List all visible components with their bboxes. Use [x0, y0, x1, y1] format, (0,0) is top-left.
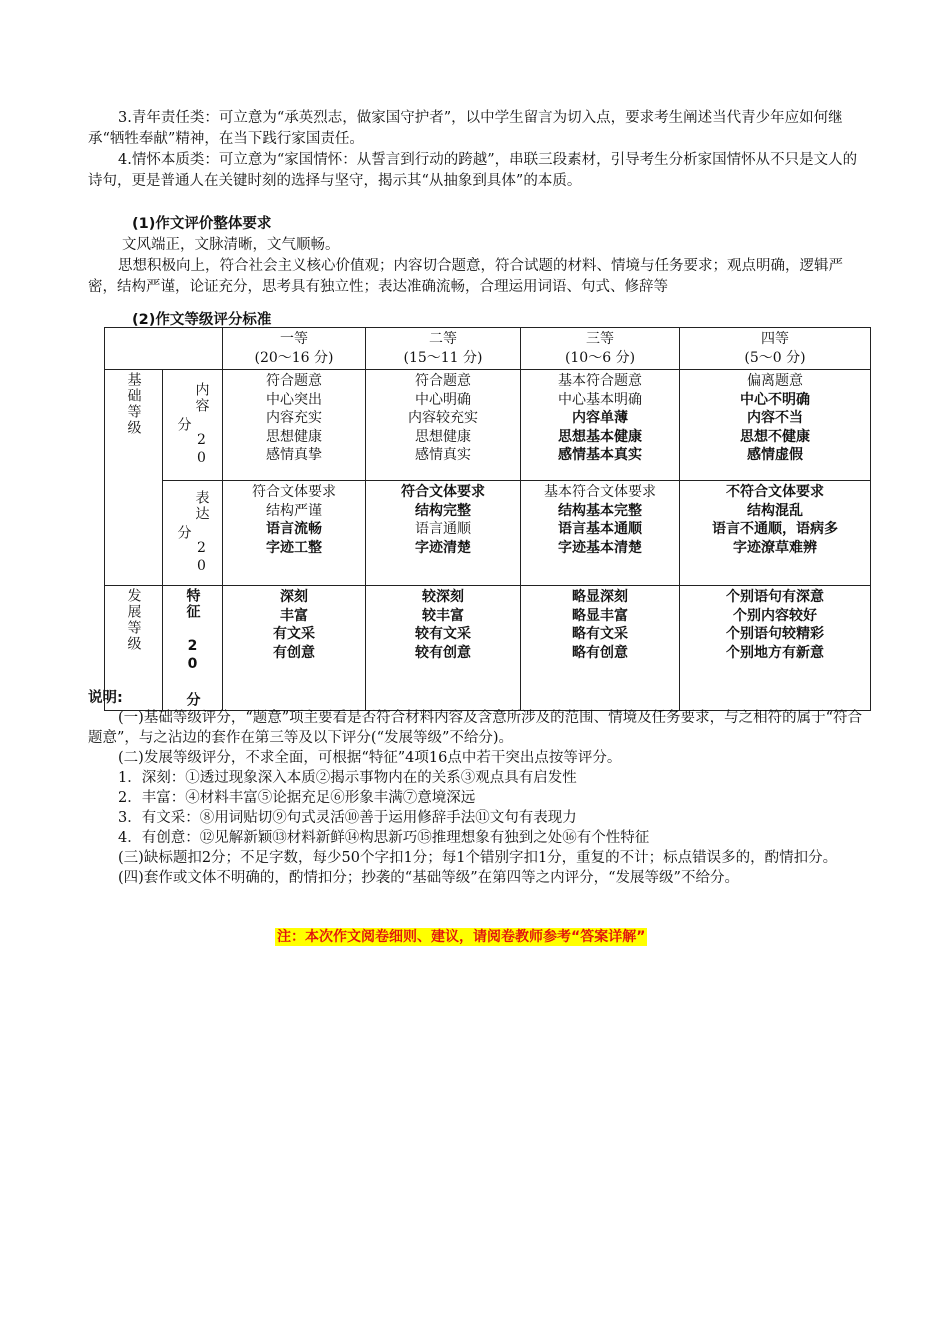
- notes-title: 说明:: [88, 690, 123, 706]
- overall-requirements-heading: (1)作文评价整体要求: [132, 216, 272, 232]
- content-grade-1: 符合题意 中心突出 内容充实 思想健康 感情真挚: [223, 370, 366, 481]
- table-header-row: [105, 328, 871, 370]
- document-body: [88, 108, 868, 331]
- feature-grade-2: 较深刻 较丰富 较有文采 较有创意: [366, 586, 521, 711]
- feature-literary: 3．有文采：⑧用词贴切⑨句式灵活⑩善于运用修辞手法⑪文句有表现力: [118, 810, 577, 826]
- grading-reference-note: 注：本次作文阅卷细则、建议，请阅卷教师参考“答案详解”: [277, 929, 646, 945]
- paragraph-youth-responsibility: 3.青年责任类：可立意为“承英烈志，做家国守护者”，以中学生留言为切入点，要求考生阐述当代青少年应如何继承“牺牲奉献”精神，在当下践行家国责任。: [88, 110, 843, 147]
- feature-depth: 1．深刻：①透过现象深入本质②揭示事物内在的关系③观点具有启发性: [118, 770, 577, 786]
- development-level-label: 发展等级: [105, 586, 163, 711]
- paragraph-feeling-essence: 4.情怀本质类：可立意为“家国情怀：从誓言到行动的跨越”，串联三段素材，引导考生分析家国情怀从不只是文人的诗句，更是普通人在关键时刻的选择与坚守，揭示其“从抽象到具体”的本质。: [88, 152, 858, 189]
- expression-grade-3: 基本符合文体要求 结构基本完整 语言基本通顺 字迹基本清楚: [521, 481, 680, 586]
- grading-standard-heading: (2)作文等级评分标准: [132, 312, 272, 328]
- note-basic-level: (一)基础等级评分，“题意”项主要看是否符合材料内容及含意所涉及的范围、情境及任务要求，与之相符的属于“符合题意”，与之沾边的套作在第三等及以下评分(“发展等级”不给分)。: [88, 710, 863, 746]
- table-row-expression: [105, 481, 871, 586]
- expression-grade-2: 符合文体要求 结构完整 语言通顺 字迹清楚: [366, 481, 521, 586]
- feature-label: 特征 20 分: [163, 586, 223, 711]
- grading-table: [104, 327, 871, 711]
- notes-section: [88, 688, 868, 888]
- overall-line-2: 思想积极向上，符合社会主义核心价值观；内容切合题意，符合试题的材料、情境与任务要求；观点明确，逻辑严密，结构严谨，论证充分，思考具有独立性；表达准确流畅，合理运用词语、句式、修辞等: [88, 258, 843, 295]
- table-row-content: [105, 370, 871, 481]
- feature-grade-1: 深刻 丰富 有文采 有创意: [223, 586, 366, 711]
- content-grade-3: 基本符合题意 中心基本明确 内容单薄 思想基本健康 感情基本真实: [521, 370, 680, 481]
- feature-richness: 2．丰富：④材料丰富⑤论据充足⑥形象丰满⑦意境深远: [118, 790, 476, 806]
- expression-label: 表达 20 分: [163, 481, 223, 586]
- grade-header-2: 二等 (15～11 分): [366, 328, 521, 370]
- grade-header-4: 四等 (5～0 分): [680, 328, 871, 370]
- corner-cell: [105, 328, 223, 370]
- content-label: 内容 20 分: [163, 370, 223, 481]
- feature-grade-4: 个别语句有深意 个别内容较好 个别语句较精彩 个别地方有新意: [680, 586, 871, 711]
- feature-creativity: 4．有创意：⑫见解新颖⑬材料新鲜⑭构思新巧⑮推理想象有独到之处⑯有个性特征: [118, 830, 650, 846]
- overall-line-1: 文风端正，文脉清晰，文气顺畅。: [122, 237, 340, 253]
- basic-level-label: 基础等级: [105, 370, 163, 586]
- note-plagiarism: (四)套作或文体不明确的，酌情扣分；抄袭的“基础等级”在第四等之内评分，“发展等级”不给分。: [118, 870, 739, 886]
- note-development-level: (二)发展等级评分，不求全面，可根据“特征”4项16点中若干突出点按等评分。: [118, 750, 622, 766]
- grade-header-1: 一等 (20～16 分): [223, 328, 366, 370]
- note-deductions: (三)缺标题扣2分；不足字数，每少50个字扣1分；每1个错别字扣1分，重复的不计；标点错误多的，酌情扣分。: [118, 850, 838, 866]
- expression-grade-1: 符合文体要求 结构严谨 语言流畅 字迹工整: [223, 481, 366, 586]
- content-grade-2: 符合题意 中心明确 内容较充实 思想健康 感情真实: [366, 370, 521, 481]
- content-grade-4: 偏离题意 中心不明确 内容不当 思想不健康 感情虚假: [680, 370, 871, 481]
- expression-grade-4: 不符合文体要求 结构混乱 语言不通顺，语病多 字迹潦草难辨: [680, 481, 871, 586]
- grade-header-3: 三等 (10～6 分): [521, 328, 680, 370]
- feature-grade-3: 略显深刻 略显丰富 略有文采 略有创意: [521, 586, 680, 711]
